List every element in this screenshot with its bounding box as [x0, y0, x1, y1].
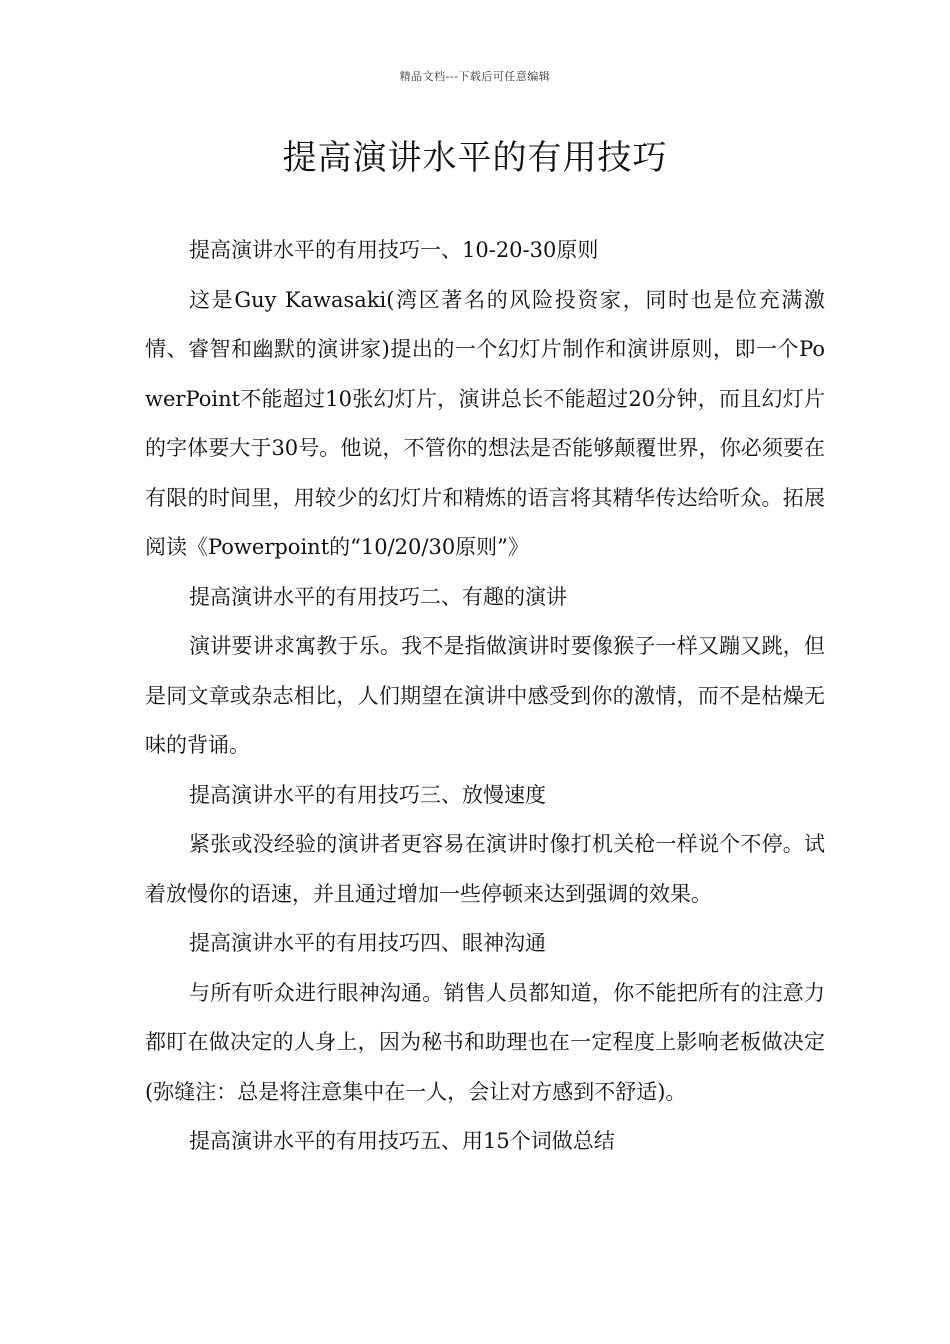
- paragraph-1: 这是Guy Kawasaki(湾区著名的风险投资家，同时也是位充满激情、睿智和幽默的演讲家)提出的一个幻灯片制作和演讲原则，即一个PowerPoint不能超过10张幻灯片，演讲总长不能超过20分钟，而且幻灯片的字体要大于30号。他说，不管你的想法是否能够颠覆世界，你必须要在有限的时间里，用较少的幻灯片和精炼的语言将其精华传达给听众。拓展阅读《Powerpoint的“10/20/30原则”》: [145, 287, 825, 559]
- section-heading-2: 提高演讲水平的有用技巧二、有趣的演讲: [189, 584, 567, 609]
- document-title: 提高演讲水平的有用技巧: [282, 138, 668, 178]
- document-body: [145, 226, 825, 1167]
- section-heading-1: 提高演讲水平的有用技巧一、10-20-30原则: [189, 238, 599, 262]
- paragraph-4: 与所有听众进行眼神沟通。销售人员都知道，你不能把所有的注意力都盯在做决定的人身上，因为秘书和助理也在一定程度上影响老板做决定(弥缝注：总是将注意集中在一人，会让对方感到不舒适)。: [145, 980, 825, 1104]
- section-heading-5: 提高演讲水平的有用技巧五、用15个词做总结: [189, 1129, 615, 1153]
- header-note: 精品文档---下载后可任意编辑: [399, 70, 551, 83]
- section-heading-4: 提高演讲水平的有用技巧四、眼神沟通: [189, 931, 546, 955]
- section-heading-3: 提高演讲水平的有用技巧三、放慢速度: [189, 782, 546, 807]
- paragraph-3: 紧张或没经验的演讲者更容易在演讲时像打机关枪一样说个不停。试着放慢你的语速，并且通过增加一些停顿来达到强调的效果。: [145, 832, 825, 906]
- paragraph-2: 演讲要讲求寓教于乐。我不是指做演讲时要像猴子一样又蹦又跳，但是同文章或杂志相比，人们期望在演讲中感受到你的激情，而不是枯燥无味的背诵。: [145, 634, 825, 757]
